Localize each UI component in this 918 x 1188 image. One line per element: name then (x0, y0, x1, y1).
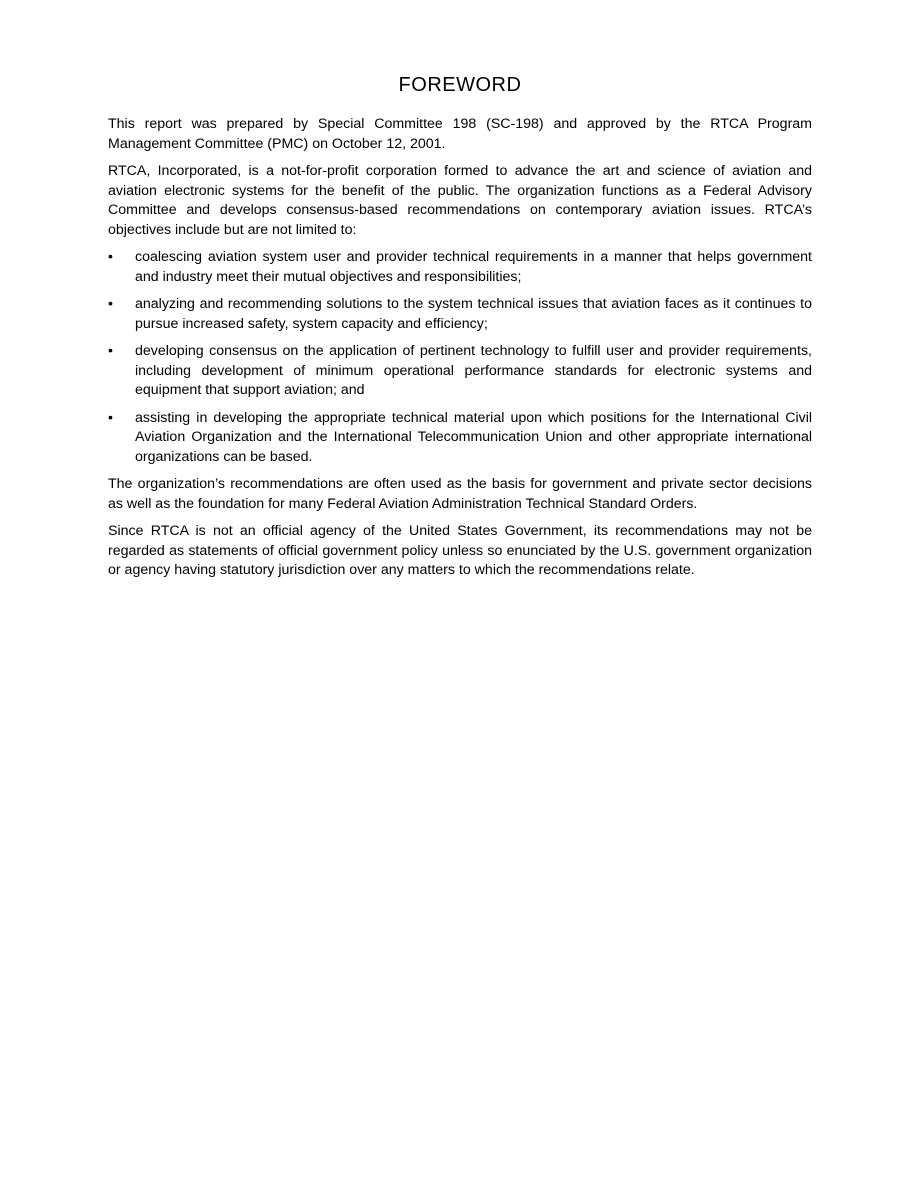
bullet-icon: • (108, 296, 113, 312)
list-item (108, 248, 812, 287)
paragraph-rtca-description: RTCA, Incorporated, is a not-for-profit corporation formed to advance the art and science of aviation and aviation electronic systems for the benefit of the public. The organization functions as a Federal Advisory Committee and develops consensus-based recommendations on contemporary aviation issues. RTCA’s objectives include but are not limited to: (108, 163, 812, 238)
list-item (108, 409, 812, 468)
bullet-icon: • (108, 249, 113, 265)
paragraph-official-status: Since RTCA is not an official agency of the United States Government, its recommendations may not be regarded as statements of official government policy unless so enunciated by the U.S. government organization or agency having statutory jurisdiction over any matters to which the recommendations relate. (108, 523, 812, 578)
objectives-list (108, 248, 812, 467)
list-item (108, 295, 812, 334)
paragraph-preparation: This report was prepared by Special Committee 198 (SC-198) and approved by the RTCA Program Management Committee (PMC) on October 12, 2001. (108, 116, 812, 152)
page-title: FOREWORD (398, 74, 522, 96)
bullet-icon: • (108, 409, 113, 426)
bullet-icon: • (108, 343, 113, 359)
list-item (108, 342, 812, 401)
document-page (108, 74, 812, 589)
list-item-text: developing consensus on the application of pertinent technology to fulfill user and provider requirements, including development of minimum operational performance standards for electronic systems and equipment that support aviation; and (135, 343, 812, 398)
paragraph-recommendations-usage: The organization’s recommendations are often used as the basis for government and private sector decisions as well as the foundation for many Federal Aviation Administration Technical Standard Orders. (108, 476, 812, 512)
list-item-text: assisting in developing the appropriate technical material upon which positions for the International Civil Aviation Organization and the International Telecommunication Union and other appropriate international organizations can be based. (135, 409, 812, 465)
list-item-text: coalescing aviation system user and provider technical requirements in a manner that helps government and industry meet their mutual objectives and responsibilities; (135, 249, 812, 285)
list-item-text: analyzing and recommending solutions to the system technical issues that aviation faces as it continues to pursue increased safety, system capacity and efficiency; (135, 296, 812, 332)
